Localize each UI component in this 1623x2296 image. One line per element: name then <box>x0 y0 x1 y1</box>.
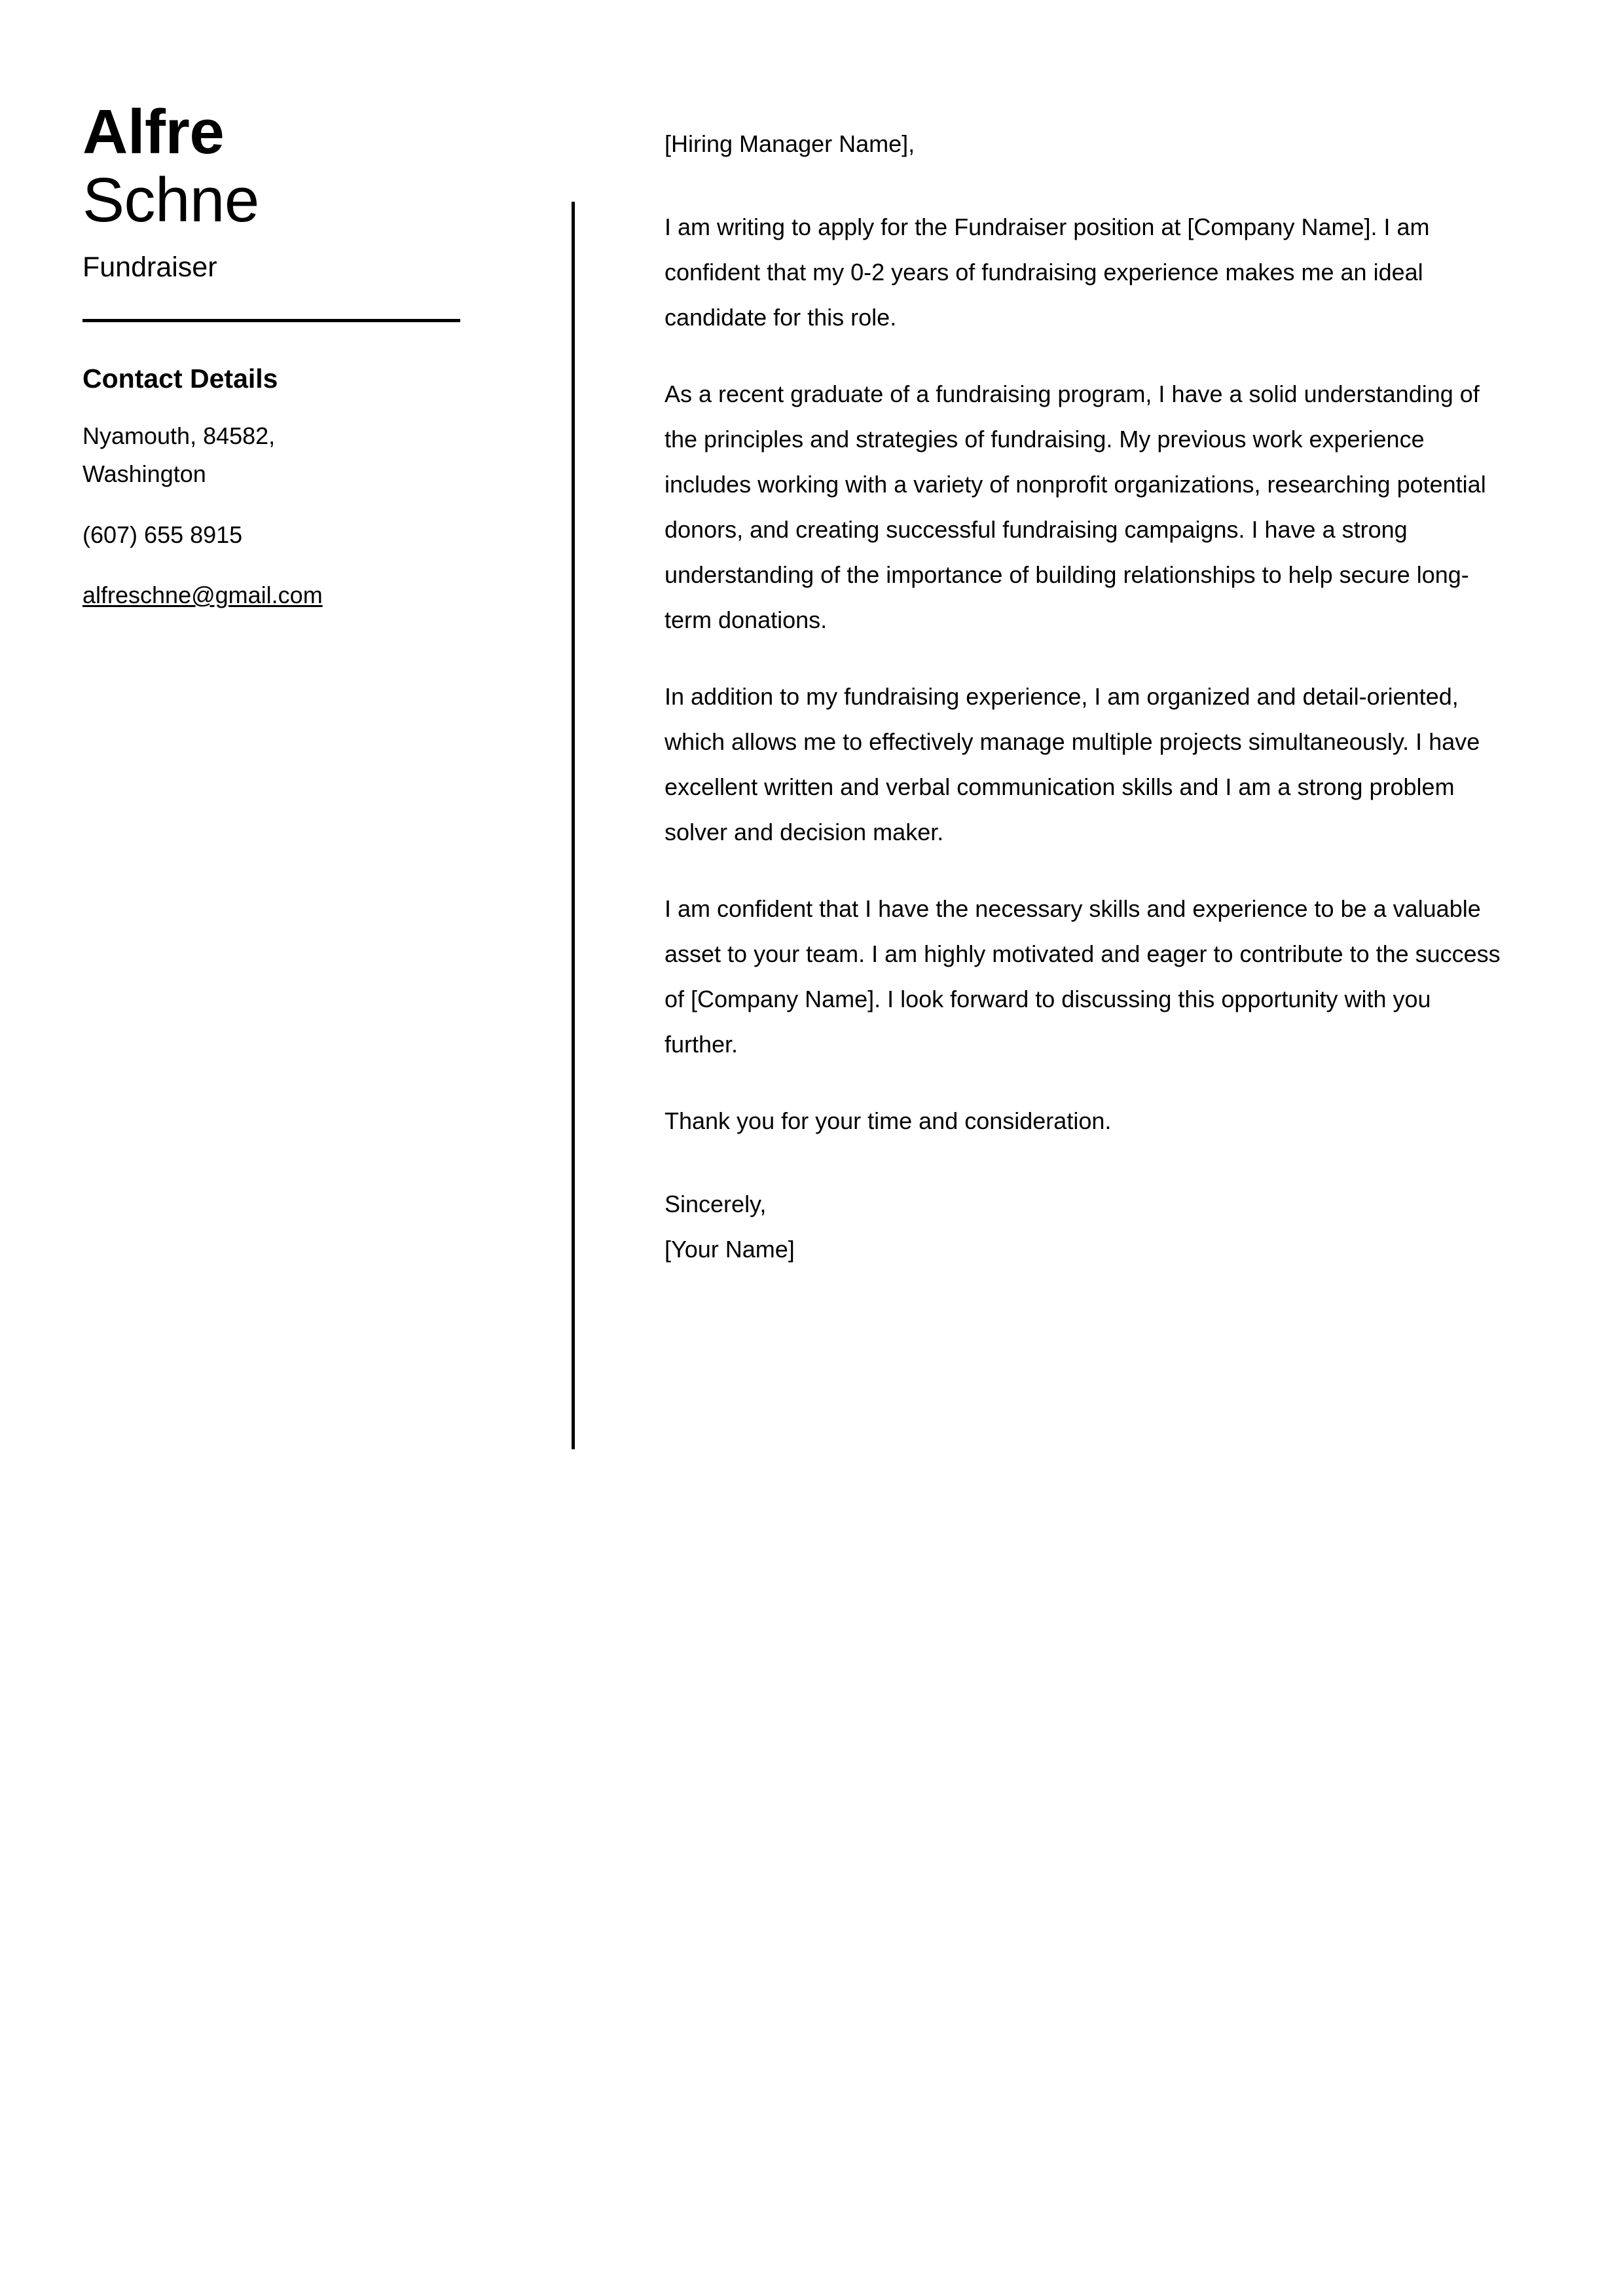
letter-paragraph-4: I am confident that I have the necessary skills and experience to be a valuable asset to your team. I am highly motivated and eager to contribute to the success of [Company Name]. I look forward to discussing this opportunity with you further. <box>665 895 1501 1058</box>
letter-body <box>665 121 1501 1272</box>
contact-email-item <box>82 576 475 614</box>
contact-phone: (607) 655 8915 <box>82 521 243 548</box>
sidebar-divider-rule <box>82 319 460 322</box>
candidate-last-name: Schne <box>82 164 259 235</box>
vertical-divider <box>572 202 575 1449</box>
letter-paragraph-2: As a recent graduate of a fundraising program, I have a solid understanding of the principles and strategies of fundraising. My previous work experience includes working with a variety of nonprofit organizations, researching potential donors, and creating successful fundraising campaigns. I have a strong understanding of the importance of building relationships to help secure long-term donations. <box>665 380 1486 633</box>
letter-salutation: [Hiring Manager Name], <box>665 130 915 157</box>
letter-sign-off <box>665 1181 1501 1272</box>
contact-address: Nyamouth, 84582, Washington <box>82 422 276 488</box>
candidate-name <box>82 98 475 234</box>
letter-paragraph-1: I am writing to apply for the Fundraiser position at [Company Name]. I am confident that my 0-2 years of fundraising experience makes me an ideal candidate for this role. <box>665 213 1430 331</box>
contact-details-list <box>82 417 475 614</box>
sidebar <box>82 98 475 614</box>
letter-signature: [Your Name] <box>665 1236 795 1263</box>
contact-details-heading: Contact Details <box>82 363 278 394</box>
letter-thanks: Thank you for your time and consideration. <box>665 1107 1112 1134</box>
job-title: Fundraiser <box>82 251 217 284</box>
letter-closing: Sincerely, <box>665 1191 767 1217</box>
contact-email-link[interactable]: alfreschne@gmail.com <box>82 582 323 609</box>
letter-paragraph-3: In addition to my fundraising experience, I am organized and detail-oriented, which allows me to effectively manage multiple projects simultaneously. I have excellent written and verbal communication skills and I am a strong problem solver and decision maker. <box>665 683 1480 845</box>
candidate-first-name: Alfre <box>82 97 225 167</box>
